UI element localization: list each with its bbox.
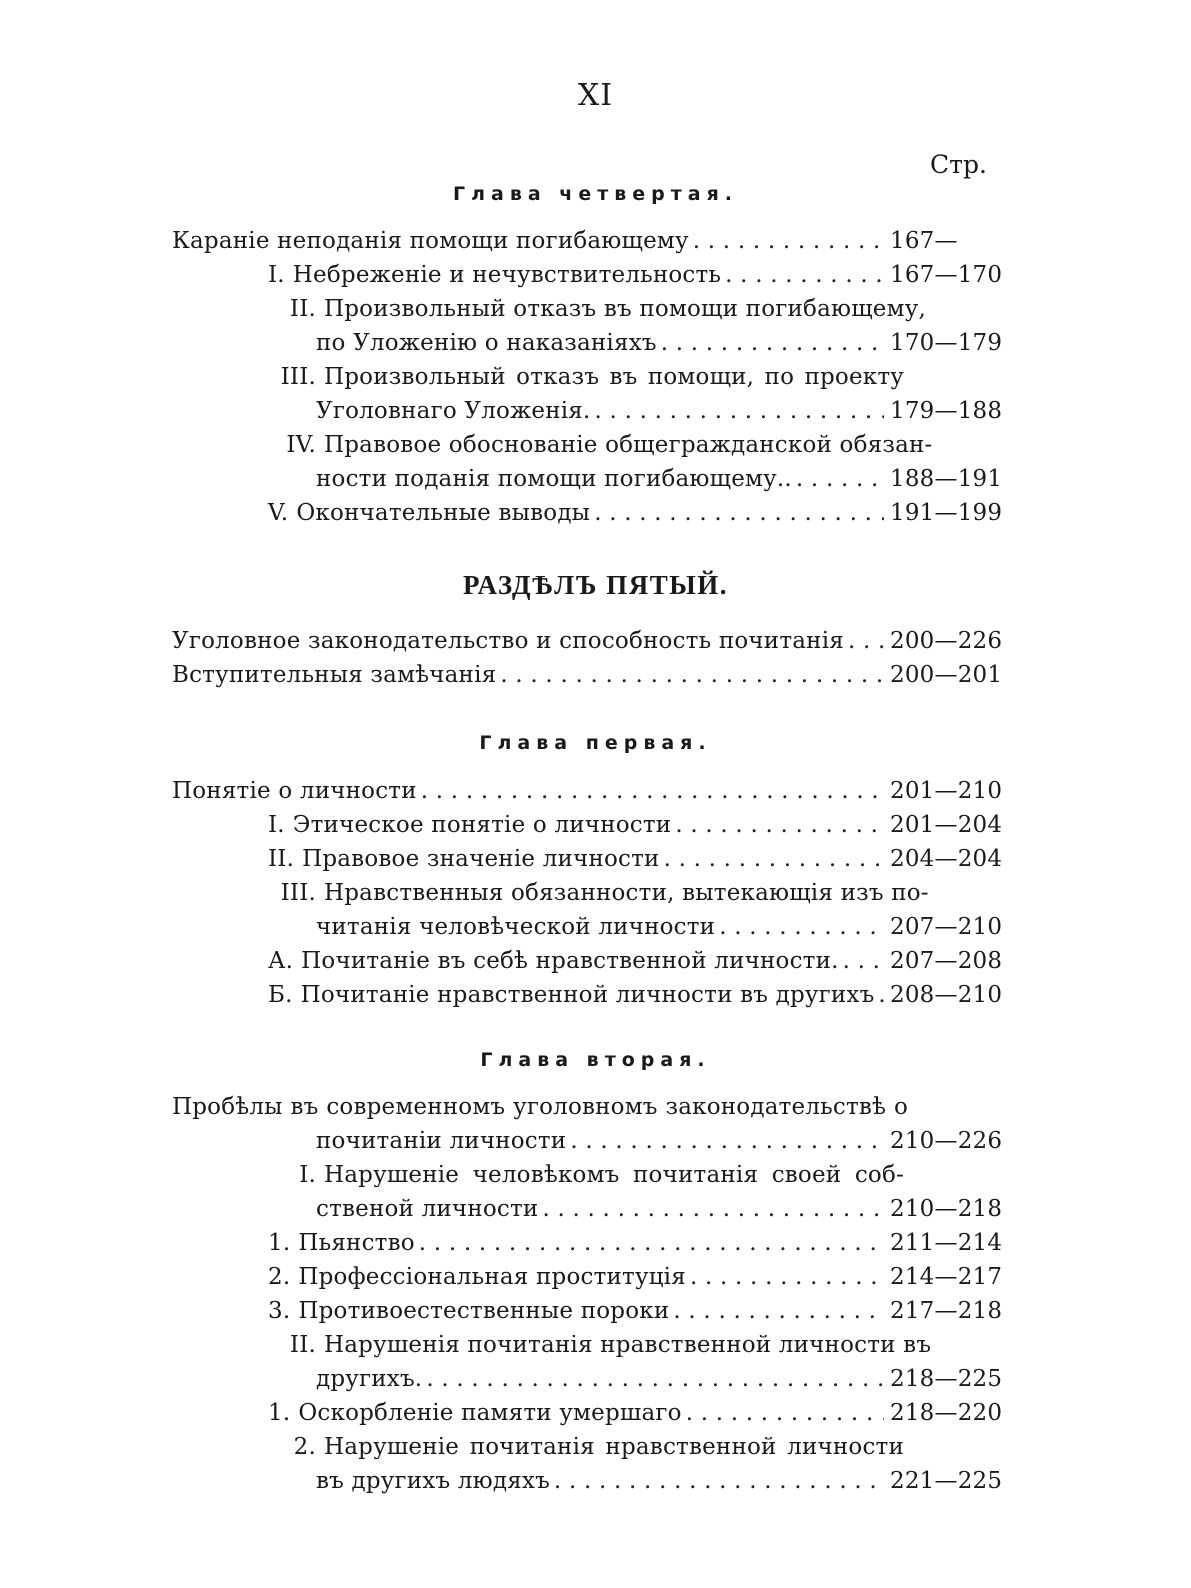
toc-entry-number: 2.: [268, 1264, 291, 1290]
leader-dots: [664, 846, 884, 872]
toc-entry-text: почитаніи личности: [316, 1128, 567, 1154]
toc-entry-text: Небреженіе и нечувствительность: [292, 262, 722, 288]
chapter-title: Глава четвертая.: [452, 183, 738, 205]
leader-dots: [675, 812, 884, 838]
leader-dots: [673, 1298, 884, 1324]
leader-dots: [421, 778, 884, 804]
toc-entry: [268, 846, 1002, 878]
leader-dots: [500, 662, 884, 688]
toc-entry: [268, 1298, 1002, 1330]
toc-entry-text: Пробѣлы въ современномъ уголовномъ законодательствѣ о: [172, 1094, 908, 1120]
toc-entry-number: 1.: [268, 1230, 291, 1256]
leader-dots: [796, 466, 884, 492]
toc-entry-pages: 167—: [890, 228, 958, 254]
toc-entry: [172, 662, 1002, 694]
toc-entry: [316, 398, 1002, 430]
toc-entry: [316, 1468, 1002, 1500]
toc-entry-pages: 210—218: [890, 1196, 1003, 1222]
toc-entry-number: 2.: [293, 1434, 316, 1460]
leader-dots: [426, 1366, 884, 1392]
toc-entry: [316, 330, 1002, 362]
toc-entry: [268, 262, 1002, 294]
toc-entry: [316, 466, 1002, 498]
toc-entry-text: Оскорбленіе памяти умершаго: [298, 1400, 682, 1426]
toc-entry-pages: 200—226: [890, 628, 1003, 654]
toc-entry-text: Правовое значеніе личности: [302, 846, 660, 872]
pages-column-label: Стр.: [930, 150, 987, 179]
toc-entry-number: I.: [268, 812, 285, 838]
toc-entry-text: въ другихъ людяхъ: [316, 1468, 550, 1494]
toc-entry-number: II.: [289, 296, 316, 322]
leader-dots: [686, 1400, 884, 1426]
toc-entry-number: 1.: [268, 1400, 291, 1426]
leader-dots: [690, 1264, 884, 1290]
toc-entry-text: Пьянство: [298, 1230, 415, 1256]
toc-entry-pages: 188—191: [890, 466, 1003, 492]
toc-entry-text: Почитаніе нравственной личности въ другихъ: [300, 982, 875, 1008]
toc-entry: [268, 500, 1002, 532]
toc-entry-number: III.: [280, 364, 316, 390]
section-title: РАЗДѢЛЪ ПЯТЫЙ.: [463, 570, 728, 600]
toc-entry-text: Уголовнаго Уложенія.: [316, 398, 591, 424]
toc-entry-pages: 207—208: [890, 948, 1003, 974]
toc-entry-number: II.: [268, 846, 295, 872]
toc-entry-pages: 170—179: [890, 330, 1003, 356]
toc-entry: [172, 1094, 908, 1126]
toc-entry-text: ности поданія помощи погибающему..: [316, 466, 792, 492]
toc-entry-pages: 201—204: [890, 812, 1003, 838]
toc-entry-number: V.: [268, 500, 289, 526]
toc-entry: [268, 1332, 932, 1364]
toc-entry: [172, 628, 1002, 660]
leader-dots: [878, 982, 884, 1008]
toc-entry-text: читанія человѣческой личности: [316, 914, 716, 940]
toc-entry-text: Произвольный отказъ въ помощи погибающему,: [324, 296, 926, 322]
leader-dots: [719, 914, 884, 940]
leader-dots: [542, 1196, 884, 1222]
toc-entry-pages: 218—225: [890, 1366, 1003, 1392]
toc-entry: [268, 880, 929, 912]
leader-dots: [843, 948, 884, 974]
toc-entry-pages: 167—170: [890, 262, 1003, 288]
toc-entry: [316, 914, 1002, 946]
toc-entry-pages: 214—217: [890, 1264, 1003, 1290]
toc-entry-number: I.: [268, 262, 285, 288]
toc-entry: [268, 1230, 1002, 1262]
toc-entry-pages: 179—188: [890, 398, 1003, 424]
toc-entry: [268, 1400, 1002, 1432]
toc-entry: [316, 1128, 1002, 1160]
toc-entry-text: Нарушеніе человѣкомъ почитанія своей соб-: [324, 1162, 904, 1188]
toc-entry-text: Уголовное законодательство и способность почитанія: [172, 628, 844, 654]
toc-entry-number: Б.: [268, 982, 293, 1008]
toc-entry: [316, 1196, 1002, 1228]
toc-entry: [268, 1162, 908, 1194]
toc-entry-text: по Уложенію о наказаніяхъ: [316, 330, 657, 356]
toc-entry-pages: 211—214: [890, 1230, 1003, 1256]
toc-entry-text: Понятіе о личности: [172, 778, 417, 804]
toc-entry: [172, 778, 1002, 810]
toc-entry-pages: 208—210: [890, 982, 1003, 1008]
toc-entry-pages: 218—220: [890, 1400, 1003, 1426]
toc-entry: [268, 296, 926, 328]
toc-entry-pages: 221—225: [890, 1468, 1003, 1494]
toc-entry: [172, 228, 1002, 260]
leader-dots: [725, 262, 884, 288]
toc-entry-number: IV.: [286, 432, 316, 458]
toc-entry: [268, 948, 1002, 980]
toc-entry: [268, 432, 933, 464]
chapter-title: Глава первая.: [479, 732, 712, 754]
toc-entry-text: Правовое обоснованіе общегражданской обязан-: [324, 432, 933, 458]
toc-entry-text: Вступительныя замѣчанія: [172, 662, 497, 688]
toc-entry: [268, 1264, 1002, 1296]
toc-entry: [316, 1366, 1002, 1398]
toc-entry-text: Нарушеніе почитанія нравственной личности: [324, 1434, 904, 1460]
leader-dots: [554, 1468, 884, 1494]
toc-entry: [268, 982, 1002, 1014]
leader-dots: [693, 228, 884, 254]
toc-entry-pages: 191—199: [890, 500, 1003, 526]
toc-entry-number: I.: [299, 1162, 316, 1188]
toc-entry: [268, 1434, 908, 1466]
toc-entry: [268, 812, 1002, 844]
toc-entry-number: 3.: [268, 1298, 291, 1324]
toc-entry-text: Караніе неподанія помощи погибающему: [172, 228, 689, 254]
leader-dots: [419, 1230, 884, 1256]
toc-entry-text: Противоестественные пороки: [298, 1298, 670, 1324]
toc-entry-text: Этическое понятіе о личности: [292, 812, 672, 838]
toc-entry-pages: 201—210: [890, 778, 1003, 804]
toc-entry-pages: 207—210: [890, 914, 1003, 940]
toc-entry: [268, 364, 908, 396]
toc-entry-text: Окончательные выводы: [296, 500, 591, 526]
leader-dots: [594, 500, 884, 526]
leader-dots: [595, 398, 884, 424]
toc-entry-text: Профессіональная проституція: [298, 1264, 686, 1290]
leader-dots: [848, 628, 884, 654]
toc-entry-text: Нравственныя обязанности, вытекающія изъ по-: [324, 880, 929, 906]
page-number: XI: [577, 78, 614, 113]
leader-dots: [661, 330, 884, 356]
leader-dots: [570, 1128, 884, 1154]
toc-entry-number: III.: [280, 880, 316, 906]
chapter-title: Глава вторая.: [480, 1049, 711, 1071]
toc-entry-pages: 210—226: [890, 1128, 1003, 1154]
toc-entry-text: другихъ.: [316, 1366, 423, 1392]
toc-entry-pages: 200—201: [890, 662, 1003, 688]
toc-entry-text: Почитаніе въ себѣ нравственной личности.: [301, 948, 839, 974]
toc-entry-pages: 204—204: [890, 846, 1003, 872]
toc-entry-text: ственой личности: [316, 1196, 539, 1222]
toc-entry-number: II.: [289, 1332, 316, 1358]
toc-entry-number: А.: [268, 948, 294, 974]
toc-entry-pages: 217—218: [890, 1298, 1003, 1324]
toc-entry-text: Произвольный отказъ въ помощи, по проекту: [324, 364, 904, 390]
toc-entry-text: Нарушенія почитанія нравственной личности въ: [324, 1332, 932, 1358]
